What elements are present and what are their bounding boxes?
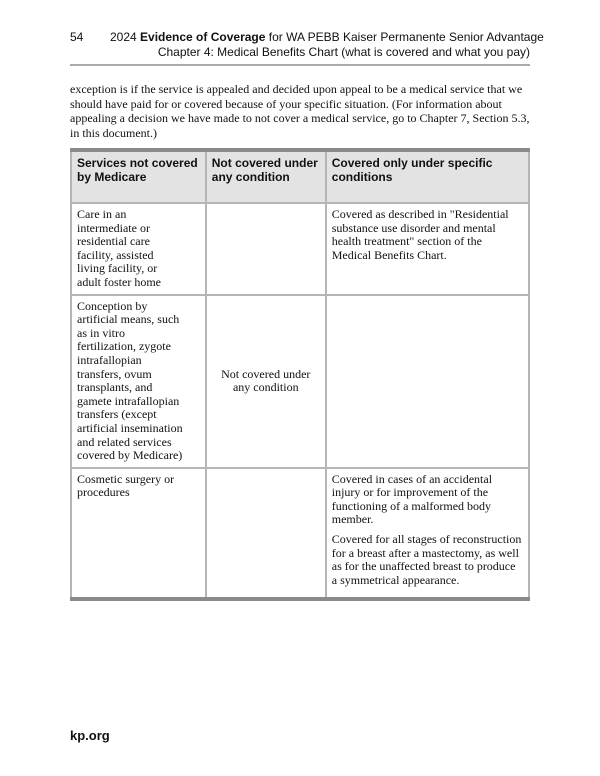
table-row <box>71 203 529 295</box>
intro-paragraph: exception is if the service is appealed and decided upon appeal to be a medical service that we should have paid for or covered because of your specific situation. (For information about appealing a decision we have made to not cover a medical service, go to Chapter 7, Section 5.3, in this document.) <box>70 82 530 140</box>
service-cell: Conception by artificial means, such as in vitro fertilization, zygote intrafallopian transfers, ovum transplants, and gamete intrafallopian transfers (except artificial insemination and related services covered by Medicare) <box>71 295 206 468</box>
column-header: Services not covered by Medicare <box>71 150 206 203</box>
table-header-row <box>71 150 529 203</box>
header-titles <box>110 30 544 60</box>
title-bold: Evidence of Coverage <box>140 30 266 44</box>
column-header: Covered only under specific conditions <box>326 150 529 203</box>
column-header: Not covered under any condition <box>206 150 326 203</box>
not-covered-cell: Not covered under any condition <box>206 295 326 468</box>
conditions-cell <box>326 295 529 468</box>
not-covered-cell <box>206 468 326 600</box>
condition-text: Covered for all stages of reconstruction for a breast after a mastectomy, as well as for the unaffected breast to produce a symmetrical appearance. <box>331 532 522 587</box>
conditions-cell <box>326 203 529 295</box>
service-cell: Care in an intermediate or residential care facility, assisted living facility, or adult foster home <box>71 203 206 295</box>
service-cell: Cosmetic surgery or procedures <box>71 468 206 600</box>
title-year: 2024 <box>110 30 141 44</box>
page-number: 54 <box>70 30 84 44</box>
not-covered-cell <box>206 203 326 295</box>
table-row <box>71 295 529 468</box>
page-header <box>70 30 544 62</box>
document-title <box>110 30 544 45</box>
conditions-cell <box>326 468 529 600</box>
footer-site-link[interactable]: kp.org <box>70 728 110 743</box>
condition-text: Covered as described in "Residential substance use disorder and mental health treatment" section of the Medical Benefits Chart. <box>331 207 509 262</box>
header-divider <box>70 64 530 66</box>
chapter-title: Chapter 4: Medical Benefits Chart (what is covered and what you pay) <box>157 45 530 59</box>
exclusions-table <box>70 148 530 601</box>
page-body <box>70 82 530 601</box>
table-row <box>71 468 529 600</box>
title-suffix: for WA PEBB Kaiser Permanente Senior Advantage <box>265 30 544 44</box>
condition-text: Covered in cases of an accidental injury or for improvement of the functioning of a malformed body member. <box>331 471 493 527</box>
